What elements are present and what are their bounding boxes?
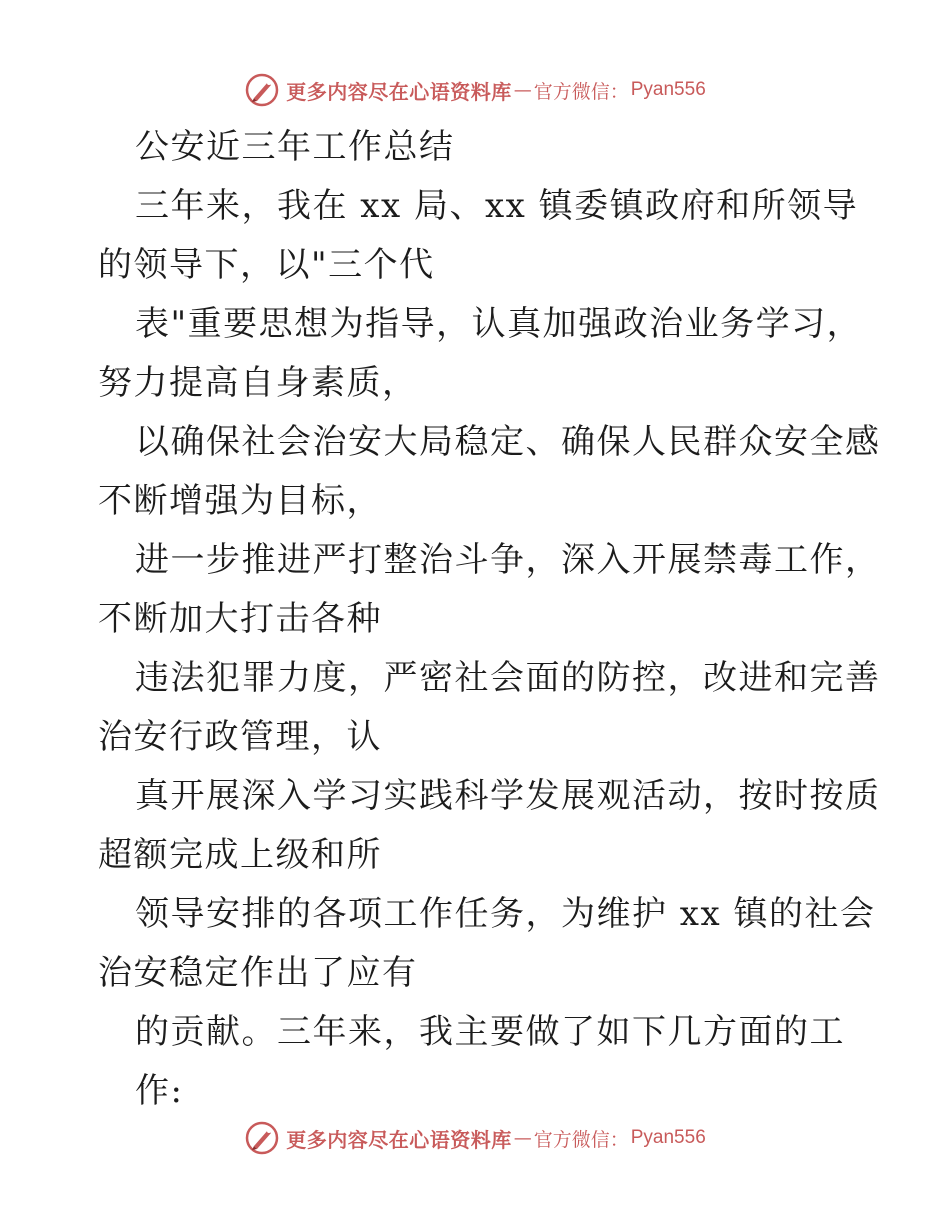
body-line: 的领导下，以"三个代 [98, 245, 435, 285]
body-line: 的贡献。三年来，我主要做了如下几方面的工 [135, 1012, 845, 1052]
body-line: 不断加大打击各种 [98, 599, 382, 639]
body-line: 进一步推进严打整治斗争，深入开展禁毒工作， [135, 540, 881, 580]
pen-logo-icon [244, 1120, 280, 1156]
body-line: 违法犯罪力度，严密社会面的防控，改进和完善 [135, 658, 881, 698]
watermark-promo-text: 更多内容尽在心语资料库 [286, 79, 512, 104]
body-line: 三年来，我在 xx 局、xx 镇委镇政府和所领导 [135, 186, 859, 226]
footer-watermark-banner [0, 1118, 950, 1158]
body-line: 表"重要思想为指导，认真加强政治业务学习， [135, 304, 863, 344]
watermark-promo-text: 更多内容尽在心语资料库 [286, 1127, 512, 1152]
document-title: 公安近三年工作总结 [135, 127, 455, 167]
watermark-wechat-id: Pyan556 [630, 1127, 706, 1148]
body-line: 领导安排的各项工作任务，为维护 xx 镇的社会 [135, 894, 876, 934]
watermark-separator: — [513, 79, 532, 101]
body-line: 超额完成上级和所 [98, 835, 382, 875]
body-line: 作: [135, 1071, 184, 1111]
body-line: 治安行政管理，认 [98, 717, 382, 757]
watermark-separator: — [513, 1127, 532, 1149]
body-line: 努力提高自身素质， [98, 363, 418, 403]
body-line: 不断增强为目标， [98, 481, 382, 521]
body-line: 以确保社会治安大局稳定、确保人民群众安全感 [135, 422, 881, 462]
watermark-official-label: 官方微信： [533, 80, 629, 103]
body-line: 真开展深入学习实践科学发展观活动，按时按质 [135, 776, 881, 816]
body-line: 治安稳定作出了应有 [98, 953, 418, 993]
watermark-wechat-id: Pyan556 [630, 79, 706, 100]
watermark-official-label: 官方微信： [533, 1128, 629, 1151]
pen-logo-icon [244, 72, 280, 108]
header-watermark-banner [0, 70, 950, 110]
document-body [98, 118, 881, 1121]
